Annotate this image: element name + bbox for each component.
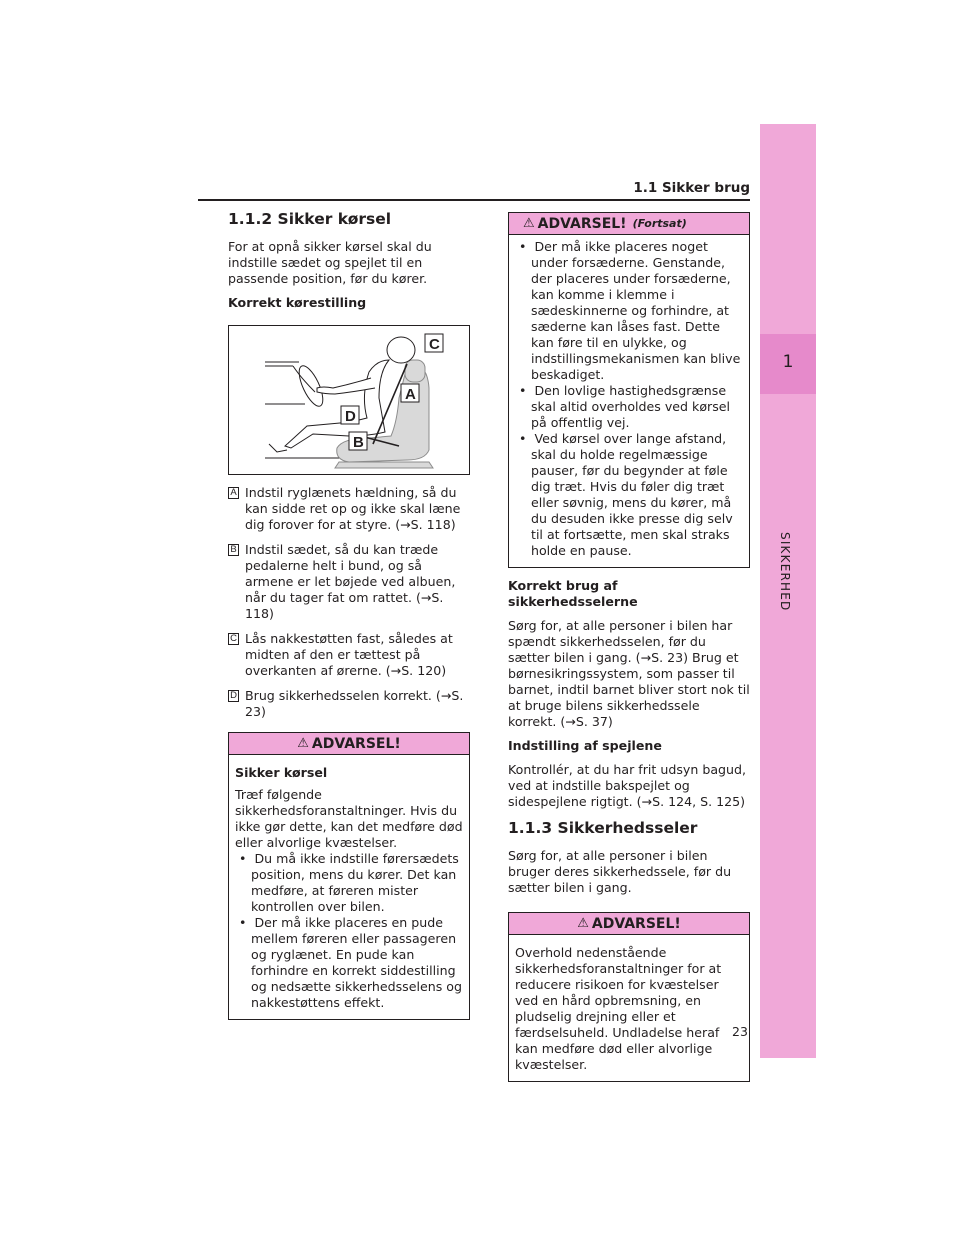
- warning-icon: ⚠: [523, 215, 535, 231]
- warning-header-continued: [509, 213, 749, 235]
- figure-label-d: D: [345, 408, 356, 425]
- warning-title: ADVARSEL!: [537, 215, 627, 232]
- warning-text: Overhold nedenstående sikkerhedsforanstaltninger for at reducere risikoen for kvæstelser ved en hård opbremsning, en pludselig drejning eller et færdselsuheld. Undladelse heraf kan medføre død eller alvorlige kvæstelser.: [515, 945, 722, 1072]
- warning-bullet: • Der må ikke placeres noget under forsæderne. Genstande, der placeres under forsæderne, kan komme i klemme i sædeskinnerne og forhindre, at sæderne kan låses fast. Dette kan føre til en ulykke, og indstillingsmekanismen kan blive beskadiget.: [515, 239, 743, 383]
- figure-label-a: A: [405, 386, 416, 403]
- instruction-item-a: [228, 485, 470, 533]
- warning-body: [229, 755, 469, 1019]
- warning-bullet-list: [515, 239, 743, 559]
- warning-bullet: • Du må ikke indstille førersædets position, mens du kører. Det kan medføre, at føreren mister kontrollen over bilen.: [235, 851, 463, 915]
- chapter-number: 1: [782, 352, 794, 372]
- warning-box-safe-driving: [228, 732, 470, 1020]
- letter-box-a: A: [228, 487, 239, 499]
- letter-box-d: D: [228, 690, 239, 702]
- driving-position-figure: [228, 325, 470, 475]
- header-rule: [198, 199, 750, 201]
- instruction-item-b: [228, 542, 470, 622]
- figure-label-c: C: [429, 336, 440, 353]
- warning-body: [509, 935, 749, 1081]
- chapter-name: SIKKERHED: [778, 532, 792, 612]
- instruction-item-d: [228, 688, 470, 720]
- seatbelt-use-paragraph: Sørg for, at alle personer i bilen har spændt sikkerhedsselen, før du sætter bilen i gang. (→S. 23) Brug et børnesikringssystem, som passer til barnet, indtil barnet bliver stort nok til at bruge bilens sikkerhedssele korrekt. (→S. 37): [508, 618, 750, 729]
- warning-bullet: • Ved kørsel over lange afstand, skal du holde regelmæssige pauser, før du begynder at føle dig træt. Hvis du føler dig træt eller søvnig, mens du kører, må du desuden ikke presse dig selv til at fortsætte, men skal straks holde en pause.: [515, 431, 743, 559]
- intro-paragraph: For at opnå sikker kørsel skal du indstille sædet og spejlet til en passende position, før du kører.: [228, 239, 432, 286]
- page-number: 23: [732, 1024, 748, 1039]
- driver-seat-illustration: [229, 326, 469, 474]
- chapter-side-tab: [760, 124, 816, 1058]
- instruction-text-d: Brug sikkerhedsselen korrekt. (→S. 23): [245, 688, 464, 719]
- warning-bullet-list: [235, 851, 463, 1011]
- instruction-text-c: Lås nakkestøtten fast, således at midten af den er tættest på overkanten af ørerne. (→S. 120): [245, 631, 453, 678]
- warning-box-continued: [508, 212, 750, 568]
- instruction-item-c: [228, 631, 470, 679]
- section-running-header: 1.1 Sikker brug: [633, 180, 750, 196]
- warning-bullet: • Der må ikke placeres en pude mellem føreren eller passageren og ryglænet. En pude kan forhindre en korrekt siddestilling og nedsætte sikkerhedsselens og nakkestøttens effekt.: [235, 915, 463, 1011]
- seatbelts-paragraph: Sørg for, at alle personer i bilen bruger deres sikkerhedssele, før du sætter bilen i gang.: [508, 848, 732, 895]
- warning-header: [229, 733, 469, 755]
- warning-bullet: • Den lovlige hastighedsgrænse skal altid overholdes ved kørsel på offentlig vej.: [515, 383, 743, 431]
- warning-box-seatbelts: [508, 912, 750, 1082]
- subheading-seatbelt-use: Korrekt brug af sikkerhedsselerne: [508, 578, 638, 609]
- letter-box-b: B: [228, 544, 239, 556]
- warning-header: [509, 913, 749, 935]
- warning-icon: ⚠: [577, 915, 589, 931]
- figure-label-b: B: [353, 434, 364, 451]
- warning-icon: ⚠: [297, 735, 309, 751]
- warning-title: ADVARSEL!: [311, 735, 401, 752]
- right-column: [508, 212, 750, 1082]
- subheading-driving-position: Korrekt kørestilling: [228, 295, 367, 310]
- continued-label: (Fortsat): [632, 216, 687, 230]
- warning-intro: Træf følgende sikkerhedsforanstaltninger. Hvis du ikke gør dette, kan det medføre død eller alvorlige kvæstelser.: [235, 787, 463, 850]
- subheading-mirror-adjustment: Indstilling af spejlene: [508, 738, 662, 753]
- heading-seatbelts: 1.1.3 Sikkerhedsseler: [508, 819, 698, 837]
- letter-box-c: C: [228, 633, 239, 645]
- mirror-adjustment-paragraph: Kontrollér, at du har frit udsyn bagud, ved at indstille bakspejlet og sidespejlene rigtigt. (→S. 124, S. 125): [508, 762, 747, 809]
- warning-body-continued: [509, 235, 749, 567]
- left-column: [228, 209, 470, 1020]
- instruction-text-a: Indstil ryglænets hældning, så du kan sidde ret op og ikke skal læne dig forover for at styre. (→S. 118): [245, 485, 461, 532]
- instruction-text-b: Indstil sædet, så du kan træde pedalerne helt i bund, og så armene er let bøjede ved albuen, når du tager fat om rattet. (→S. 118): [245, 542, 456, 621]
- warning-title: ADVARSEL!: [591, 915, 681, 932]
- warning-subtitle: Sikker kørsel: [235, 765, 328, 780]
- heading-safe-driving: 1.1.2 Sikker kørsel: [228, 210, 392, 228]
